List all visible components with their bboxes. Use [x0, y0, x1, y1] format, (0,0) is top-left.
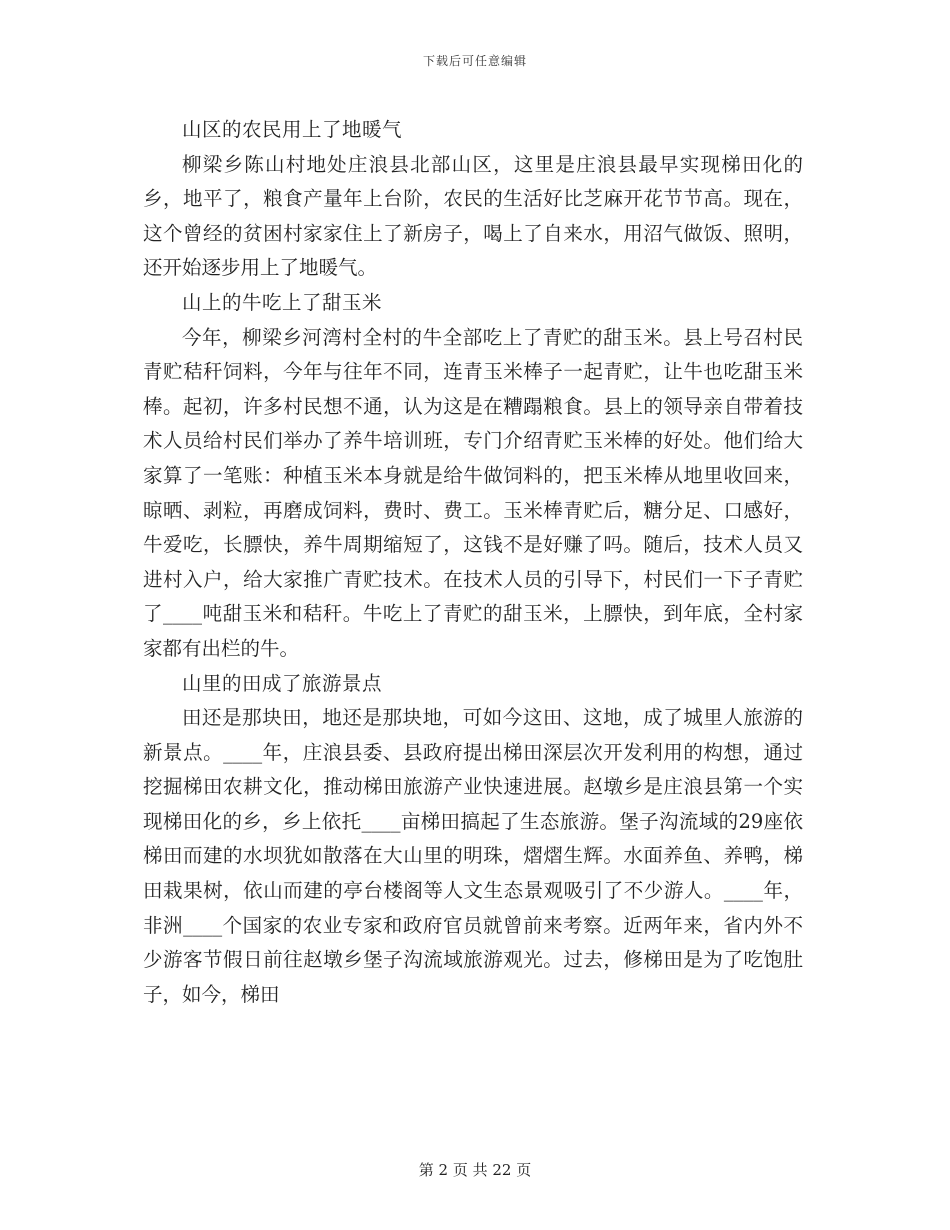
section-heading-heating: 山区的农民用上了地暖气 — [182, 118, 403, 141]
section-heading-corn: 山上的牛吃上了甜玉米 — [182, 290, 383, 314]
section-heading-tourism: 山里的田成了旅游景点 — [182, 671, 383, 695]
paragraph-corn: 今年，柳梁乡河湾村全村的牛全部吃上了青贮的甜玉米。县上号召村民青贮秸秆饲料，今年与往年不同，连青玉米棒子一起青贮，让牛也吃甜玉米棒。起初，许多村民想不通，认为这是在糟蹋粮食。县上的领导亲自带着技术人员给村民们举办了养牛培训班，专门介绍青贮玉米棒的好处。他们给大家算了一笔账：种植玉米本身就是给牛做饲料的，把玉米棒从地里收回来，晾晒、剥粒，再磨成饲料，费时、费工。玉米棒青贮后，糖分足、口感好，牛爱吃，长膘快，养牛周期缩短了，这钱不是好赚了吗。随后，技术人员又进村入户，给大家推广青贮技术。在技术人员的引导下，村民们一下子青贮了____吨甜玉米和秸秆。牛吃上了青贮的甜玉米，上膘快，到年底，全村家家都有出栏的牛。 — [143, 325, 803, 660]
page-header-note: 下载后可任意编辑 — [422, 54, 527, 68]
paragraph-heating: 柳梁乡陈山村地处庄浪县北部山区，这里是庄浪县最早实现梯田化的乡，地平了，粮食产量年上台阶，农民的生活好比芝麻开花节节高。现在，这个曾经的贫困村家家住上了新房子，喝上了自来水，用沼气做饭、照明，还开始逐步用上了地暖气。 — [143, 152, 803, 280]
document-body — [143, 113, 803, 1012]
page-number: 第 2 页 共 22 页 — [418, 1161, 532, 1179]
paragraph-tourism: 田还是那块田，地还是那块地，可如今这田、这地，成了城里人旅游的新景点。____年，庄浪县委、县政府提出梯田深层次开发利用的构想，通过挖掘梯田农耕文化，推动梯田旅游产业快速进展。赵墩乡是庄浪县第一个实现梯田化的乡，乡上依托____亩梯田搞起了生态旅游。堡子沟流域的29座依梯田而建的水坝犹如散落在大山里的明珠，熠熠生辉。水面养鱼、养鸭，梯田栽果树，依山而建的亭台楼阁等人文生态景观吸引了不少游人。____年，非洲____个国家的农业专家和政府官员就曾前来考察。近两年来，省内外不少游客节假日前往赵墩乡堡子沟流域旅游观光。过去，修梯田是为了吃饱肚子，如今，梯田 — [143, 706, 803, 1006]
